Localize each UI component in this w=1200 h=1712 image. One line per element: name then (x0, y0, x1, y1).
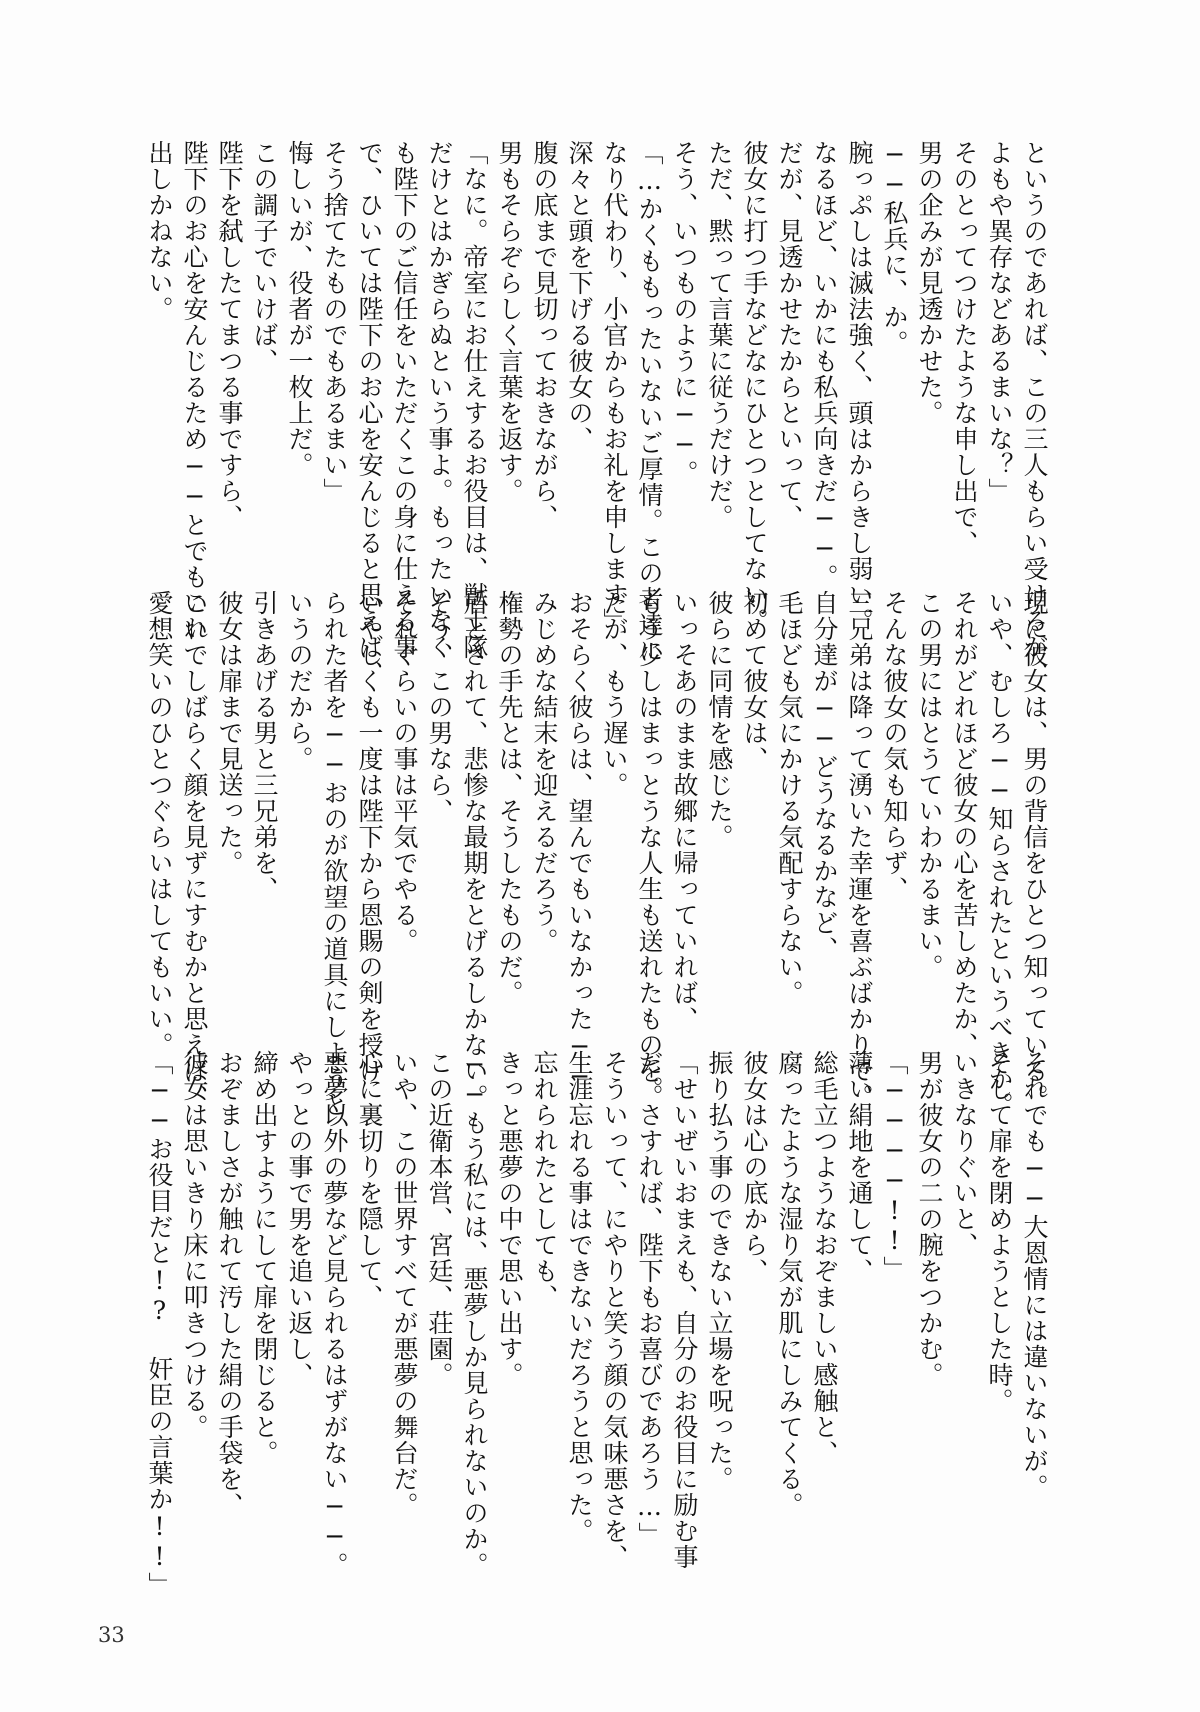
text-line: そのとってつけたような申し出で、 (950, 140, 979, 556)
text-line: だが、見透かせたからといって、 (775, 140, 804, 530)
text-line: 現に彼女は、男の背信をひとつ知っている。 (1020, 590, 1049, 1110)
text-line: も陛下のご信任をいただくこの身に仕える事 (390, 140, 419, 660)
text-line: 愛想笑いのひとつぐらいはしてもいい。 (145, 590, 174, 1058)
text-line: 「なに。帝室にお仕えするお役目は、獣士隊 (460, 140, 489, 660)
text-line: 腕っぷしは滅法強く、頭はからきし弱い。 (845, 140, 874, 634)
text-line: 悪夢以外の夢など見られるはずがない──。 (320, 1050, 349, 1578)
lower-right-text-block (122, 590, 1052, 1118)
text-line: 悔しいが、役者が一枚上だ。 (285, 140, 314, 478)
text-line: 「────!!」 (880, 1050, 909, 1282)
text-line: というのであれば、この三人もらい受けるが、 (1020, 140, 1049, 686)
text-line: 総毛立つようなおぞましい感触と、 (810, 1050, 839, 1466)
text-line: いうのだから。 (285, 590, 314, 772)
text-line: で、ひいては陛下のお心を安んじると思えば、 (355, 140, 384, 686)
text-line: だが、もう遅い。 (600, 590, 629, 798)
text-line: いっそあのまま故郷に帰っていれば、 (670, 590, 699, 1032)
text-line: これでしばらく顔を見ずにすむかと思えば、 (180, 590, 209, 1110)
text-line: 「せいぜいおまえも、自分のお役目に励む事 (670, 1050, 699, 1570)
text-line: 彼女は心の底から、 (740, 1050, 769, 1284)
text-line: おそらく彼らは、望んでもいなかった── (565, 590, 594, 1092)
text-line: 陛下のお心を安んじるため──とでもいい (180, 140, 209, 642)
text-line: なるほど、いかにも私兵向きだ──。 (810, 140, 839, 590)
text-line: そう、いつものように──。 (670, 140, 699, 486)
text-line: だけとはかぎらぬという事よ。もったいなく (425, 140, 454, 660)
text-line: だ。さすれば、陛下もお喜びであろう…」 (635, 1050, 664, 1548)
text-line: 引きあげる男と三兄弟を、 (250, 590, 279, 902)
text-line: 出しかねない。 (145, 140, 174, 322)
text-line: 彼女は扉まで見送った。 (215, 590, 244, 876)
text-line: 自分達が──どうなるかなど、 (810, 590, 839, 962)
text-line: 彼女は思いきり床に叩きつける。 (180, 1050, 209, 1440)
text-line: 心に裏切りを隠して、 (355, 1050, 384, 1310)
text-line: 深々と頭を下げる彼女の、 (565, 140, 594, 452)
text-line: それがどれほど彼女の心を苦しめたか、 (950, 590, 979, 1058)
text-line: 男の企みが見透かせた。 (915, 140, 944, 426)
text-line: ──私兵に、か。 (880, 140, 909, 356)
text-line: この男にはとうていわかるまい。 (915, 590, 944, 980)
text-line: それぐらいの事は平気でやる。 (390, 590, 419, 954)
text-line: やっとの事で男を追い返し、 (285, 1050, 314, 1388)
text-line: 初めて彼女は、 (740, 590, 769, 772)
text-line: 振り払う事のできない立場を呪った。 (705, 1050, 734, 1492)
text-line: ただ、黙って言葉に従うだけだ。 (705, 140, 734, 530)
page-number: 33 (98, 1623, 125, 1647)
text-line: きっと悪夢の中で思い出す。 (495, 1050, 524, 1388)
text-line: 彼らに同情を感じた。 (705, 590, 734, 850)
text-line: いや、むしろ──知らされたというべきか。 (985, 590, 1014, 1118)
text-line: いきなりぐいと、 (950, 1050, 979, 1258)
text-line: られた者を──おのが欲望の道具にしようと (320, 590, 349, 1118)
text-line: 盾とされて、悲惨な最期をとげるしかない。 (460, 590, 489, 1110)
text-line: 締め出すようにして扉を閉じると。 (250, 1050, 279, 1466)
text-line: よもや異存などあるまいな？」 (985, 140, 1014, 504)
text-line: 「…かくももったいないご厚情。この者達に (635, 140, 664, 664)
text-line: そういって、にやりと笑う顔の気味悪さを、 (600, 1050, 629, 1570)
text-line: もう少しはまっとうな人生も送れたものを。 (635, 590, 664, 1110)
text-line: おぞましさが触れて汚した絹の手袋を、 (215, 1050, 244, 1518)
text-line: 生涯忘れる事はできないだろうと思った。 (565, 1050, 594, 1544)
text-line: みじめな結末を迎えるだろう。 (530, 590, 559, 954)
text-line: 権勢の手先とは、そうしたものだ。 (495, 590, 524, 1006)
text-line: 腹の底まで見切っておきながら、 (530, 140, 559, 530)
text-line: 腐ったような湿り気が肌にしみてくる。 (775, 1050, 804, 1518)
text-line: 男が彼女の二の腕をつかむ。 (915, 1050, 944, 1388)
text-line: なり代わり、小官からもお礼を申します」 (600, 140, 629, 634)
text-line: いや、この世界すべてが悪夢の舞台だ。 (390, 1050, 419, 1518)
text-line: 薄い絹地を通して、 (845, 1050, 874, 1284)
text-line: それでも──大恩情には違いないが。 (1020, 1050, 1049, 1500)
text-line: 陛下を弑したてまつる事ですら、 (215, 140, 244, 530)
text-line: 三兄弟は降って湧いた幸運を喜ぶばかりで。 (845, 590, 874, 1110)
text-line: 忘れられたとしても、 (530, 1050, 559, 1310)
lower-left-text-block (122, 1050, 1052, 1598)
text-line: そして扉を閉めようとした時。 (985, 1050, 1014, 1414)
text-line: この近衛本営、宮廷、荘園。 (425, 1050, 454, 1388)
text-line: ──もう私には、悪夢しか見られないのか。 (460, 1050, 489, 1578)
text-line: いやしくも一度は陛下から恩賜の剣を授け (355, 590, 384, 1084)
text-line: 彼女に打つ手などなにひとつとしてない。 (740, 140, 769, 634)
text-line: そんな彼女の気も知らず、 (880, 590, 909, 902)
text-line: そう捨てたものでもあるまい」 (320, 140, 349, 504)
text-line: 男もそらぞらしく言葉を返す。 (495, 140, 524, 504)
text-line: 毛ほども気にかける気配すらない。 (775, 590, 804, 1006)
text-line: この調子でいけば、 (250, 140, 279, 374)
text-line: そう、この男なら、 (425, 590, 454, 824)
text-line: 「──お役目だと!? 奸臣の言葉か!!」 (145, 1050, 174, 1598)
